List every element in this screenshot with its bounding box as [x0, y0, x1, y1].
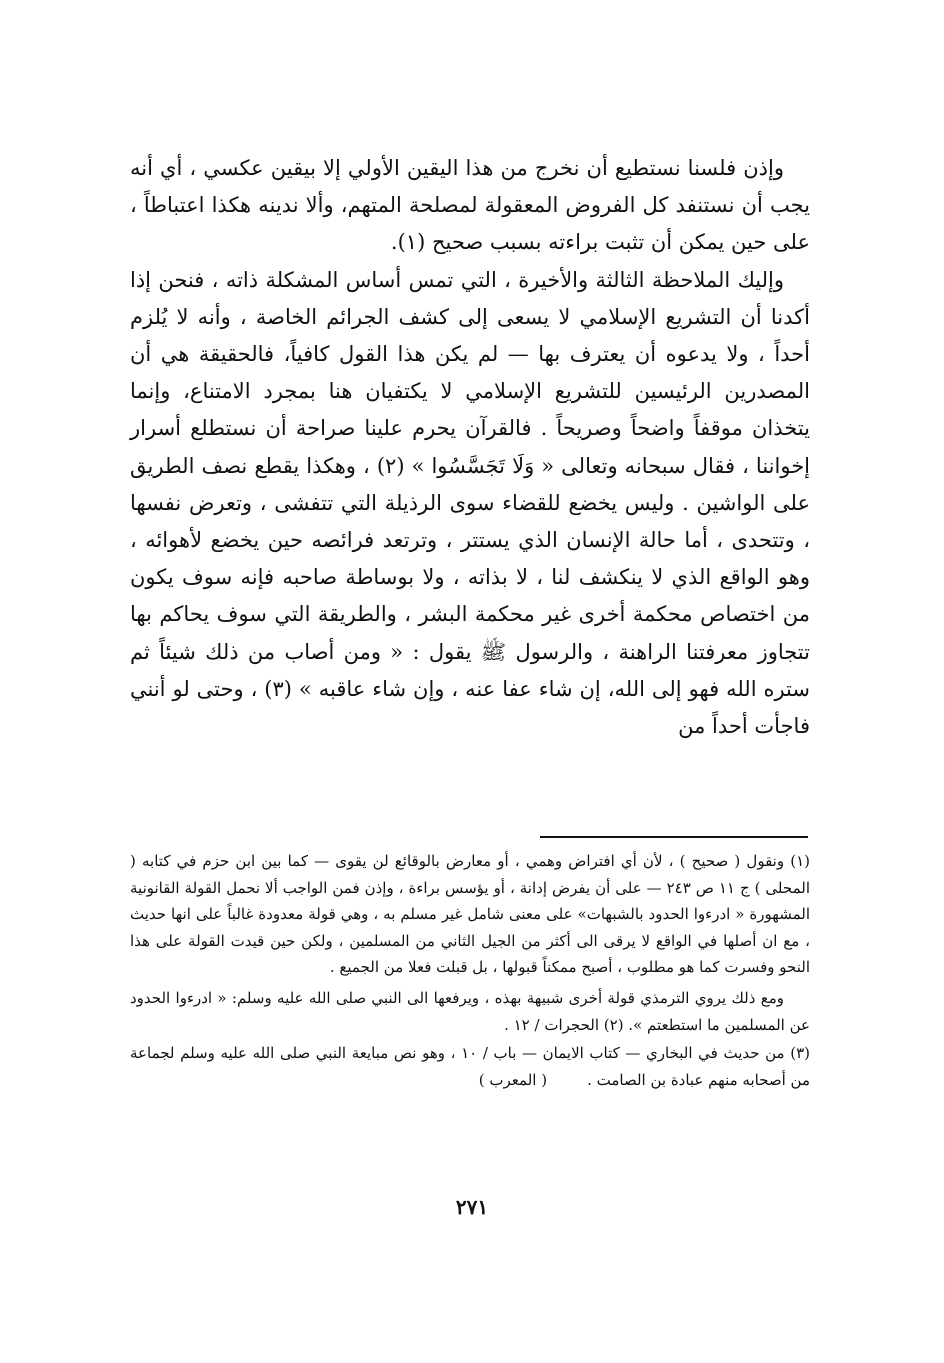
footnote-1-continuation	[130, 985, 810, 1038]
footnote-1-continuation-text: ومع ذلك يروي الترمذي قولة أخرى شبيهة بهذه ، ويرفعها الى النبي صلى الله عليه وسلم: « ادرءوا الحدود عن المسلمين ما استطعتم ». (٢) الحجرات / ١٢ .	[130, 988, 810, 1034]
main-text	[130, 150, 810, 745]
page-number: ٢٧١	[455, 1195, 489, 1219]
footnote-3	[130, 1040, 810, 1093]
footnote-3-text: (٣) من حديث في البخاري — كتاب الايمان — باب / ١٠ ، وهو نص مبايعة النبي صلى الله عليه وسلم لجماعة من أصحابه منهم عبادة بن الصامت .	[130, 1044, 810, 1089]
footnote-1: (١) ونقول ( صحيح ) ، لأن أي افتراض وهمي ، أو معارض بالوقائع لن يقوى — كما بين ابن حزم في كتابه ( المحلى ) ج ١١ ص ٢٤٣ — على أن يفرض إدانة ، أو يؤسس براءة ، وإذن فمن الواجب ألا نحمل القولة القانونية المشهورة « ادرءوا الحدود بالشبهات» على معنى شامل غير مسلم به ، وهي قولة معدودة غالباً على انها حديث ، مع ان أصلها في الواقع لا يرقى الى أكثر من الجيل الثاني من المسلمين ، ولكن حين قيدت القولة على هذا النحو وفسرت كما هو مطلوب ، أصبح ممكناً قبولها ، بل قبلت فعلا من الجميع .	[130, 852, 810, 977]
footnote-separator	[540, 836, 808, 838]
translator-note: ( المعرب )	[478, 1070, 548, 1089]
paragraph-2-text: وإليك الملاحظة الثالثة والأخيرة ، التي تمس أساس المشكلة ذاته ، فنحن إذا أكدنا أن التشريع الإسلامي لا يسعى إلى كشف الجرائم الخاصة ، وأنه لا يُلزم أحداً ، ولا يدعوه أن يعترف بها — لم يكن هذا القول كافياً، فالحقيقة هي أن المصدرين الرئيسين للتشريع الإسلامي لا يكتفيان هنا بمجرد الامتناع، وإنما يتخذان موقفاً واضحاً وصريحاً . فالقرآن يحرم علينا صراحة أن نستطلع أسرار إخواننا ، فقال سبحانه وتعالى « وَلَا تَجَسَّسُوا » (٢) ، وهكذا يقطع نصف الطريق على الواشين . وليس يخضع للقضاء سوى الرذيلة التي تتفشى ، وتعرض نفسها ، وتتحدى ، أما حالة الإنسان الذي يستتر ، وترتعد فرائصه حين يخضع لأهوائه ، وهو الواقع الذي لا ينكشف لنا ، لا بذاته ، ولا بوساطة صاحبه فإنه سوف يكون من اختصاص محكمة أخرى غير محكمة البشر ، والطريقة التي سوف يحاكم بها تتجاوز معرفتنا الراهنة ، والرسول ﷺ يقول : « ومن أصاب من ذلك شيئاً ثم ستره الله فهو إلى الله، إن شاء عفا عنه ، وإن شاء عاقبه » (٣) ، وحتى لو أنني فاجأت أحداً من	[130, 267, 811, 739]
paragraph-1-text: وإذن فلسنا نستطيع أن نخرج من هذا اليقين الأولي إلا بيقين عكسي ، أي أنه يجب أن نستنفد كل الفروض المعقولة لمصلحة المتهم، وألا ندينه هكذا اعتباطاً ، على حين يمكن أن تثبت براءته بسبب صحيح (١).	[130, 156, 810, 255]
paragraph-1	[130, 150, 810, 262]
footnotes	[130, 848, 810, 1095]
paragraph-2	[130, 262, 810, 746]
